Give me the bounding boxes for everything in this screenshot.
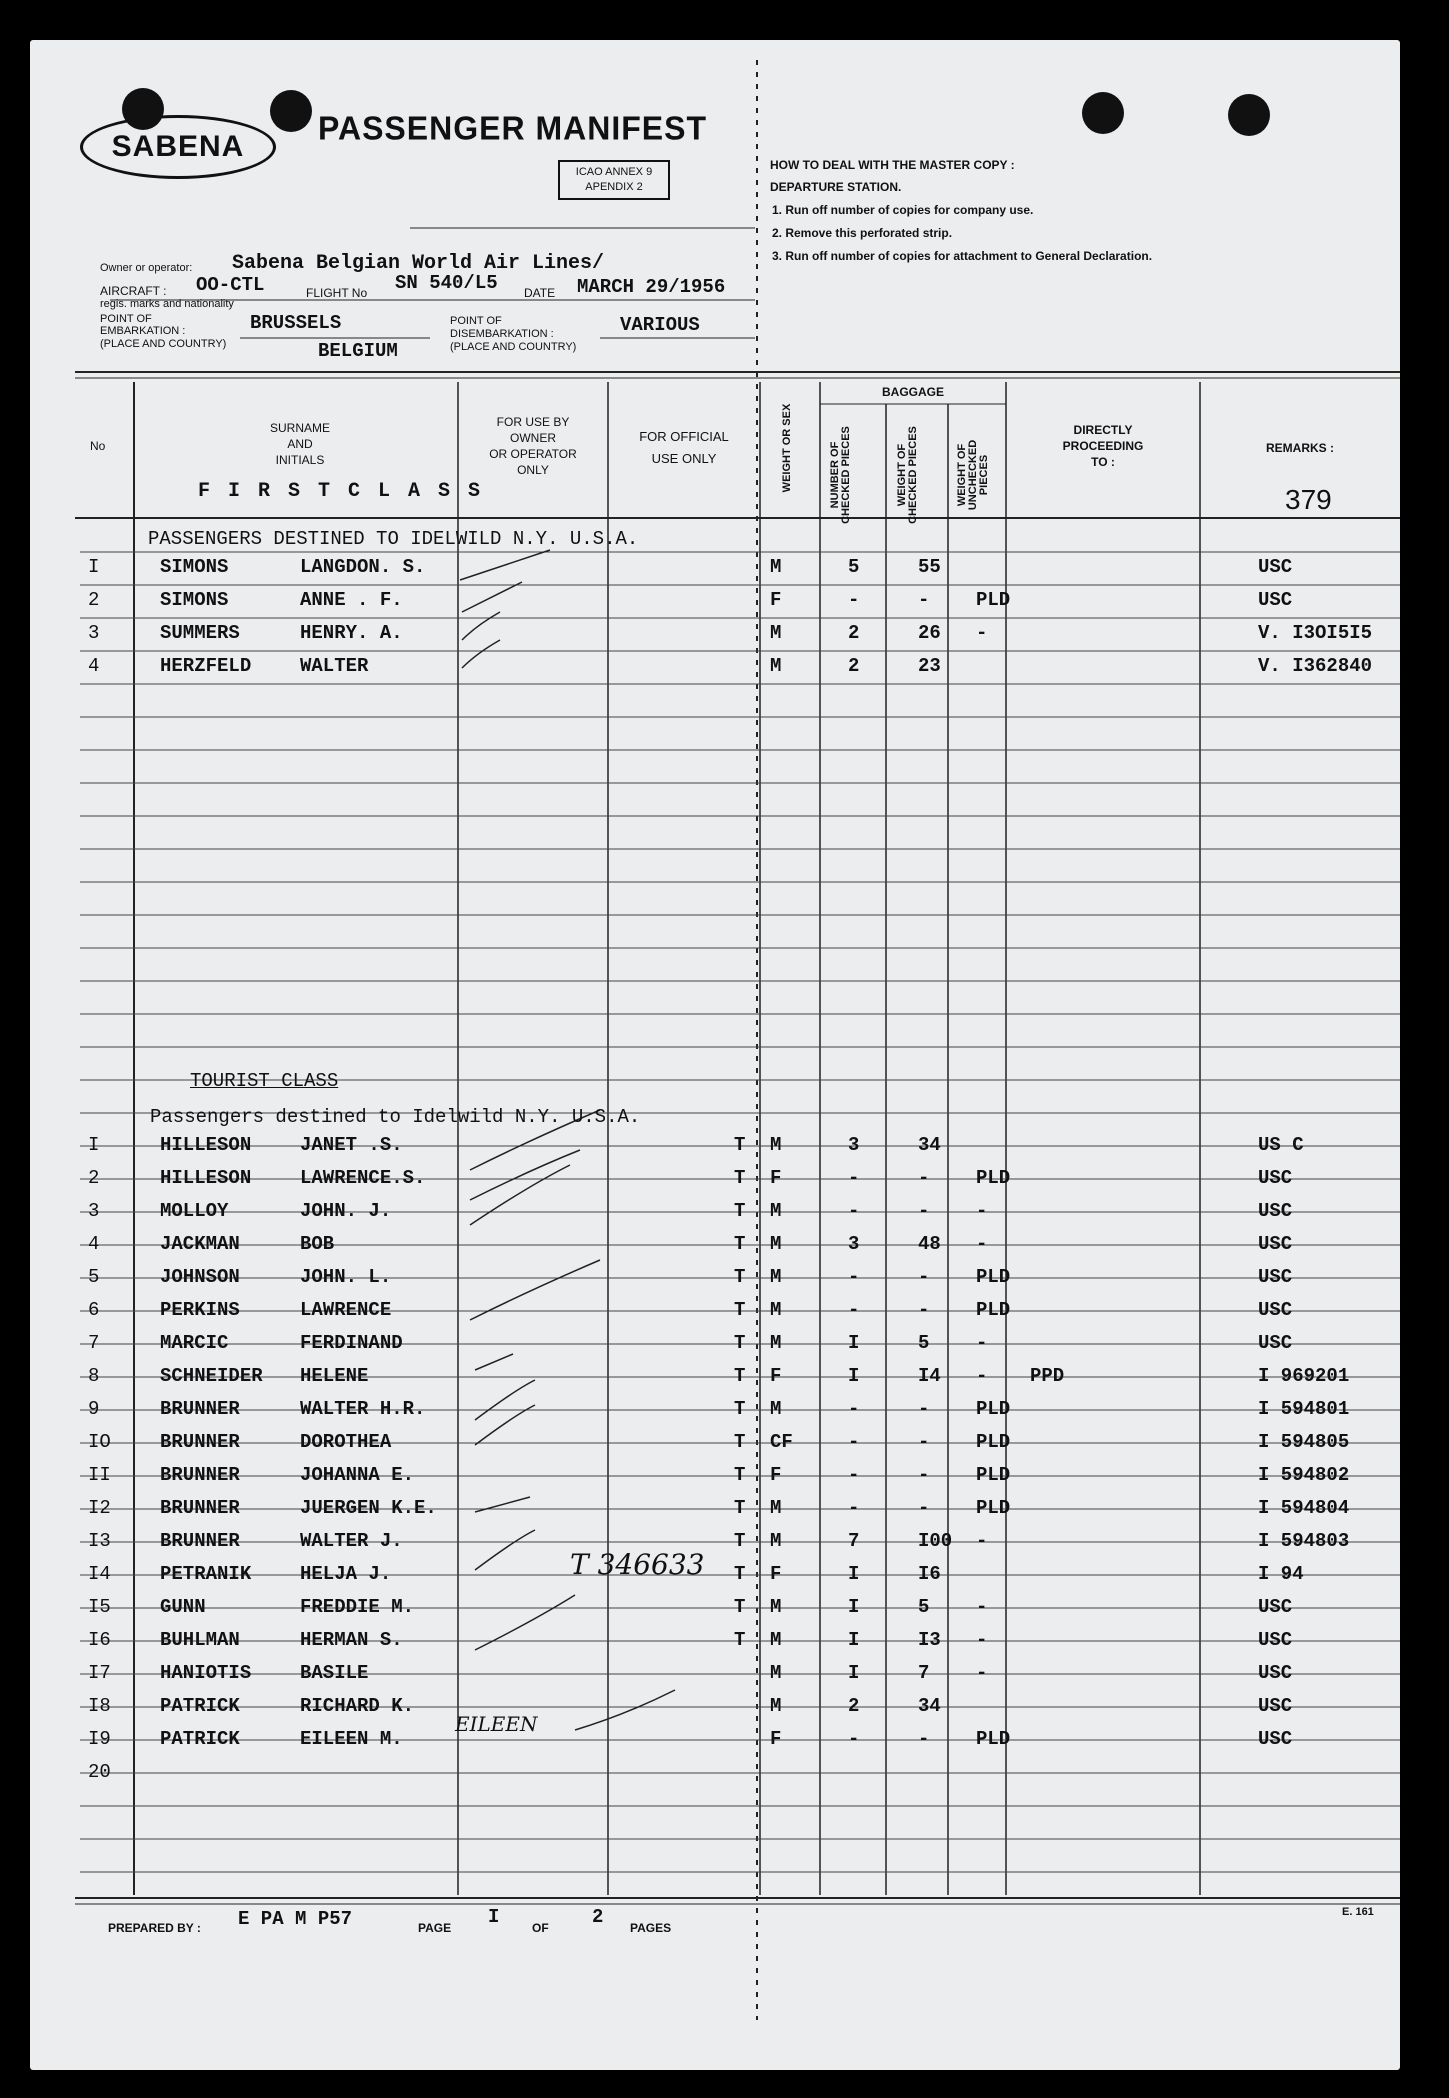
cell-sex: F <box>770 1365 782 1387</box>
embark-city: BRUSSELS <box>250 312 342 334</box>
of-label: OF <box>532 1921 549 1935</box>
cell-cls: T <box>734 1299 746 1321</box>
flight-label: FLIGHT No <box>306 286 368 300</box>
col-surname-line: INITIALS <box>275 453 325 467</box>
cell-remarks: I 594803 <box>1258 1530 1350 1552</box>
page-number: I <box>488 1906 500 1928</box>
cell-cls: T <box>734 1530 746 1552</box>
cell-surname: HERZFELD <box>160 655 252 677</box>
prepared-value: E PA M P57 <box>238 1908 353 1930</box>
form-code: E. 161 <box>1342 1906 1374 1918</box>
owner-value: Sabena Belgian World Air Lines/ <box>232 252 605 275</box>
cell-cls: T <box>734 1134 746 1156</box>
cell-surname: SIMONS <box>160 589 229 611</box>
col-official-line: FOR OFFICIAL <box>639 429 729 444</box>
cell-sex: M <box>770 1200 782 1222</box>
cell-no: 2 <box>88 589 100 611</box>
cell-cls: T <box>734 1266 746 1288</box>
col-owner <box>458 414 608 478</box>
cell-sex: M <box>770 655 782 677</box>
cell-unchecked: PLD <box>976 1398 1011 1420</box>
disembark-label: POINT OF <box>450 315 502 327</box>
cell-remarks: I 94 <box>1258 1563 1304 1585</box>
aircraft-label: AIRCRAFT : <box>100 284 167 298</box>
cell-pieces: - <box>848 1299 860 1321</box>
cell-surname: BUHLMAN <box>160 1629 240 1651</box>
cell-surname: SUMMERS <box>160 622 240 644</box>
cell-given: HELJA J. <box>300 1563 392 1585</box>
cell-no: 3 <box>88 622 100 644</box>
cell-remarks: USC <box>1258 1629 1293 1651</box>
total-pages: 2 <box>592 1906 604 1928</box>
check-mark <box>462 582 522 612</box>
cell-sex: M <box>770 1530 782 1552</box>
flight-number: SN 540/L5 <box>395 272 498 294</box>
owner-label: Owner or operator: <box>100 262 193 274</box>
cell-given: WALTER <box>300 655 369 677</box>
check-mark <box>470 1165 570 1225</box>
cell-weight: - <box>918 1464 930 1486</box>
cell-no: 9 <box>88 1398 100 1420</box>
check-mark <box>462 640 500 668</box>
first-class-destination: PASSENGERS DESTINED TO IDELWILD N.Y. U.S.A. <box>148 528 639 550</box>
cell-unchecked: - <box>976 1200 988 1222</box>
cell-pieces: 7 <box>848 1530 860 1552</box>
cell-remarks: USC <box>1258 1695 1293 1717</box>
cell-sex: CF <box>770 1431 793 1453</box>
disembark-label: DISEMBARKATION : <box>450 328 554 340</box>
cell-weight: - <box>918 589 930 611</box>
page-label: PAGE <box>418 1921 452 1935</box>
cell-sex: F <box>770 1167 782 1189</box>
col-checked-pieces: NUMBER OF CHECKED PIECES <box>829 426 852 524</box>
cell-unchecked: PLD <box>976 589 1011 611</box>
cell-cls: T <box>734 1332 746 1354</box>
cell-weight: I00 <box>918 1530 953 1552</box>
cell-given: FERDINAND <box>300 1332 403 1354</box>
cell-sex: M <box>770 622 782 644</box>
cell-pieces: I <box>848 1563 860 1585</box>
page-title: PASSENGER MANIFEST <box>318 109 707 147</box>
tourist-class-destination: Passengers destined to Idelwild N.Y. U.S.A. <box>150 1106 641 1128</box>
cell-pieces: 3 <box>848 1233 860 1255</box>
cell-remarks: I 594801 <box>1258 1398 1350 1420</box>
cell-unchecked: - <box>976 622 988 644</box>
cell-given: DOROTHEA <box>300 1431 392 1453</box>
cell-sex: M <box>770 1134 782 1156</box>
cell-weight: 34 <box>918 1134 941 1156</box>
cell-given: BASILE <box>300 1662 369 1684</box>
col-directly-line: TO : <box>1091 455 1115 469</box>
cell-weight: I6 <box>918 1563 941 1585</box>
col-owner-line: FOR USE BY <box>496 415 570 429</box>
cell-remarks: USC <box>1258 556 1293 578</box>
cell-weight: - <box>918 1728 930 1750</box>
cell-no: 20 <box>88 1761 111 1783</box>
cell-sex: M <box>770 1629 782 1651</box>
cell-cls: T <box>734 1200 746 1222</box>
cell-given: JOHN. J. <box>300 1200 392 1222</box>
cell-cls: T <box>734 1398 746 1420</box>
instruction-item: 3. Run off number of copies for attachment to General Declaration. <box>772 249 1153 263</box>
cell-surname: SIMONS <box>160 556 229 578</box>
cell-sex: M <box>770 1398 782 1420</box>
cell-weight: 34 <box>918 1695 941 1717</box>
cell-sex: M <box>770 556 782 578</box>
instruction-item: 1. Run off number of copies for company use. <box>772 203 1034 217</box>
col-owner-line: OR OPERATOR <box>489 447 577 461</box>
check-mark <box>575 1690 675 1730</box>
cell-surname: HILLESON <box>160 1134 252 1156</box>
cell-cls: T <box>734 1365 746 1387</box>
cell-surname: SCHNEIDER <box>160 1365 263 1387</box>
embark-label: (PLACE AND COUNTRY) <box>100 338 227 350</box>
cell-cls: T <box>734 1497 746 1519</box>
check-mark <box>475 1380 535 1420</box>
embark-country: BELGIUM <box>318 340 398 362</box>
cell-unchecked: - <box>976 1332 988 1354</box>
cell-sex: F <box>770 1464 782 1486</box>
col-directly-line: PROCEEDING <box>1062 439 1144 453</box>
cell-pieces: - <box>848 1464 860 1486</box>
cell-weight: - <box>918 1299 930 1321</box>
cell-pieces: I <box>848 1365 860 1387</box>
cell-unchecked: - <box>976 1629 988 1651</box>
disembark-label: (PLACE AND COUNTRY) <box>450 341 577 353</box>
cell-pieces: - <box>848 1266 860 1288</box>
cell-surname: PETRANIK <box>160 1563 252 1585</box>
cell-no: I7 <box>88 1662 111 1684</box>
cell-unchecked: - <box>976 1596 988 1618</box>
cell-remarks: USC <box>1258 1728 1293 1750</box>
cell-unchecked: PLD <box>976 1728 1011 1750</box>
prepared-label: PREPARED BY : <box>108 1921 201 1935</box>
cell-no: I2 <box>88 1497 111 1519</box>
cell-remarks: USC <box>1258 1266 1293 1288</box>
cell-no: 4 <box>88 655 100 677</box>
cell-sex: M <box>770 1266 782 1288</box>
cell-pieces: I <box>848 1662 860 1684</box>
cell-unchecked: - <box>976 1530 988 1552</box>
cell-no: I <box>88 1134 100 1156</box>
cell-pieces: I <box>848 1629 860 1651</box>
cell-sex: F <box>770 589 782 611</box>
check-mark <box>475 1530 535 1570</box>
cell-surname: BRUNNER <box>160 1497 240 1519</box>
instruction-item: 2. Remove this perforated strip. <box>772 226 953 240</box>
cell-given: WALTER J. <box>300 1530 403 1552</box>
annex-line: APENDIX 2 <box>585 181 643 193</box>
cell-pieces: 2 <box>848 622 860 644</box>
cell-weight: 7 <box>918 1662 930 1684</box>
cell-unchecked: PLD <box>976 1497 1011 1519</box>
cell-sex: M <box>770 1299 782 1321</box>
col-checked-weight: WEIGHT OF CHECKED PIECES <box>896 426 919 524</box>
cell-no: I8 <box>88 1695 111 1717</box>
cell-sex: M <box>770 1233 782 1255</box>
cell-remarks: USC <box>1258 1200 1293 1222</box>
col-no: No <box>90 439 106 453</box>
cell-surname: GUNN <box>160 1596 206 1618</box>
cell-no: 7 <box>88 1332 100 1354</box>
check-mark <box>462 612 500 640</box>
sabena-logo: SABENA <box>80 115 276 179</box>
cell-remarks: USC <box>1258 1233 1293 1255</box>
cell-no: 3 <box>88 1200 100 1222</box>
cell-given: ANNE . F. <box>300 589 403 611</box>
cell-no: I4 <box>88 1563 111 1585</box>
cell-cls: T <box>734 1596 746 1618</box>
col-surname-line: AND <box>287 437 313 451</box>
col-unchecked-weight: WEIGHT OF UNCHECKED PIECES <box>956 439 990 511</box>
cell-weight: 55 <box>918 556 941 578</box>
cell-unchecked: PLD <box>976 1299 1011 1321</box>
cell-cls: T <box>734 1167 746 1189</box>
cell-surname: MOLLOY <box>160 1200 229 1222</box>
cell-cls: T <box>734 1233 746 1255</box>
cell-given: FREDDIE M. <box>300 1596 415 1618</box>
instructions-station: DEPARTURE STATION. <box>770 180 902 194</box>
pages-label: PAGES <box>630 1921 672 1935</box>
cell-no: I <box>88 556 100 578</box>
cell-surname: PATRICK <box>160 1695 240 1717</box>
check-mark <box>470 1150 580 1200</box>
cell-pieces: - <box>848 1431 860 1453</box>
aircraft-sub: regis. marks and nationality <box>100 298 234 310</box>
check-mark <box>475 1405 535 1445</box>
annex-line: ICAO ANNEX 9 <box>575 166 653 178</box>
cell-given: BOB <box>300 1233 335 1255</box>
cell-no: I6 <box>88 1629 111 1651</box>
cell-weight: 26 <box>918 622 941 644</box>
cell-given: WALTER H.R. <box>300 1398 426 1420</box>
cell-surname: BRUNNER <box>160 1464 240 1486</box>
cell-remarks: I 594804 <box>1258 1497 1350 1519</box>
cell-no: 5 <box>88 1266 100 1288</box>
cell-unchecked: - <box>976 1233 988 1255</box>
cell-weight: - <box>918 1167 930 1189</box>
cell-weight: - <box>918 1200 930 1222</box>
flight-date: MARCH 29/1956 <box>577 276 726 298</box>
cell-pieces: I <box>848 1596 860 1618</box>
cell-weight: - <box>918 1266 930 1288</box>
cell-directly: PPD <box>1030 1365 1065 1387</box>
cell-surname: BRUNNER <box>160 1398 240 1420</box>
cell-weight: I4 <box>918 1365 941 1387</box>
col-baggage: BAGGAGE <box>881 385 944 399</box>
cell-remarks: I 594802 <box>1258 1464 1350 1486</box>
cell-remarks: V. I3OI5I5 <box>1258 622 1373 644</box>
cell-cls: T <box>734 1563 746 1585</box>
cell-unchecked: PLD <box>976 1464 1011 1486</box>
cell-pieces: - <box>848 1728 860 1750</box>
cell-cls: T <box>734 1629 746 1651</box>
embark-label: POINT OF <box>100 313 152 325</box>
instructions-title: HOW TO DEAL WITH THE MASTER COPY : <box>770 158 1015 172</box>
embark-label: EMBARKATION : <box>100 325 186 337</box>
cell-weight: - <box>918 1497 930 1519</box>
check-mark <box>475 1497 530 1512</box>
cell-given: HERMAN S. <box>300 1629 403 1651</box>
col-directly-line: DIRECTLY <box>1073 423 1133 437</box>
cell-cls: T <box>734 1464 746 1486</box>
cell-given: JUERGEN K.E. <box>300 1497 437 1519</box>
cell-no: I9 <box>88 1728 111 1750</box>
date-label: DATE <box>524 286 556 300</box>
col-surname <box>220 420 380 468</box>
cell-cls: T <box>734 1431 746 1453</box>
cell-remarks: I 969201 <box>1258 1365 1350 1387</box>
cell-remarks: USC <box>1258 1662 1293 1684</box>
cell-given: JOHANNA E. <box>300 1464 415 1486</box>
cell-pieces: - <box>848 589 860 611</box>
cell-sex: M <box>770 1596 782 1618</box>
col-owner-line: OWNER <box>510 431 556 445</box>
cell-weight: 5 <box>918 1332 930 1354</box>
col-surname-line: SURNAME <box>269 421 330 435</box>
cell-unchecked: - <box>976 1365 988 1387</box>
cell-given: HENRY. A. <box>300 622 403 644</box>
page-reference: 379 <box>1285 484 1332 515</box>
cell-weight: 5 <box>918 1596 930 1618</box>
cell-sex: M <box>770 1497 782 1519</box>
cell-remarks: USC <box>1258 1596 1293 1618</box>
cell-remarks: US C <box>1258 1134 1304 1156</box>
cell-surname: HANIOTIS <box>160 1662 252 1684</box>
cell-pieces: - <box>848 1200 860 1222</box>
cell-surname: HILLESON <box>160 1167 252 1189</box>
cell-weight: - <box>918 1431 930 1453</box>
cell-given: JOHN. L. <box>300 1266 392 1288</box>
cell-pieces: 2 <box>848 1695 860 1717</box>
cell-surname: BRUNNER <box>160 1431 240 1453</box>
cell-no: II <box>88 1464 111 1486</box>
cell-remarks: I 594805 <box>1258 1431 1350 1453</box>
petranik-reference: T 346633 <box>570 1548 705 1581</box>
first-class-label: F I R S T C L A S S <box>198 480 484 503</box>
cell-given: RICHARD K. <box>300 1695 415 1717</box>
cell-no: IO <box>88 1431 111 1453</box>
cell-no: 2 <box>88 1167 100 1189</box>
cell-pieces: - <box>848 1398 860 1420</box>
cell-sex: M <box>770 1662 782 1684</box>
cell-given: LAWRENCE.S. <box>300 1167 426 1189</box>
cell-surname: BRUNNER <box>160 1530 240 1552</box>
cell-sex: F <box>770 1728 782 1750</box>
eileen-handwritten: EILEEN <box>455 1712 538 1736</box>
cell-pieces: I <box>848 1332 860 1354</box>
col-official-line: USE ONLY <box>651 451 717 466</box>
check-mark <box>460 550 550 580</box>
cell-surname: PATRICK <box>160 1728 240 1750</box>
cell-remarks: USC <box>1258 589 1293 611</box>
cell-remarks: USC <box>1258 1332 1293 1354</box>
cell-pieces: - <box>848 1497 860 1519</box>
cell-unchecked: PLD <box>976 1266 1011 1288</box>
cell-pieces: - <box>848 1167 860 1189</box>
cell-no: 4 <box>88 1233 100 1255</box>
cell-sex: M <box>770 1695 782 1717</box>
cell-surname: JOHNSON <box>160 1266 240 1288</box>
cell-remarks: USC <box>1258 1299 1293 1321</box>
cell-remarks: USC <box>1258 1167 1293 1189</box>
cell-sex: F <box>770 1563 782 1585</box>
cell-sex: M <box>770 1332 782 1354</box>
cell-unchecked: PLD <box>976 1167 1011 1189</box>
cell-given: LANGDON. S. <box>300 556 426 578</box>
col-owner-line: ONLY <box>517 463 549 477</box>
cell-no: I3 <box>88 1530 111 1552</box>
check-mark <box>475 1354 513 1370</box>
cell-pieces: 3 <box>848 1134 860 1156</box>
cell-no: I5 <box>88 1596 111 1618</box>
cell-pieces: 2 <box>848 655 860 677</box>
cell-unchecked: PLD <box>976 1431 1011 1453</box>
aircraft-value: OO-CTL <box>196 274 265 296</box>
cell-surname: MARCIC <box>160 1332 229 1354</box>
cell-no: 8 <box>88 1365 100 1387</box>
cell-weight: 48 <box>918 1233 941 1255</box>
tourist-class-heading: TOURIST CLASS <box>190 1070 339 1092</box>
cell-remarks: V. I362840 <box>1258 655 1373 677</box>
cell-weight: - <box>918 1398 930 1420</box>
cell-no: 6 <box>88 1299 100 1321</box>
disembark-value: VARIOUS <box>620 314 700 336</box>
cell-given: JANET .S. <box>300 1134 403 1156</box>
cell-given: HELENE <box>300 1365 369 1387</box>
col-weight-sex: WEIGHT OR SEX <box>781 403 793 493</box>
col-remarks: REMARKS : <box>1266 441 1334 455</box>
col-directly <box>1006 422 1200 470</box>
check-mark <box>475 1595 575 1650</box>
cell-surname: JACKMAN <box>160 1233 240 1255</box>
cell-unchecked: - <box>976 1662 988 1684</box>
col-official <box>608 426 760 470</box>
cell-given: LAWRENCE <box>300 1299 392 1321</box>
cell-weight: 23 <box>918 655 941 677</box>
cell-weight: I3 <box>918 1629 941 1651</box>
cell-surname: PERKINS <box>160 1299 240 1321</box>
cell-given: EILEEN M. <box>300 1728 403 1750</box>
cell-pieces: 5 <box>848 556 860 578</box>
